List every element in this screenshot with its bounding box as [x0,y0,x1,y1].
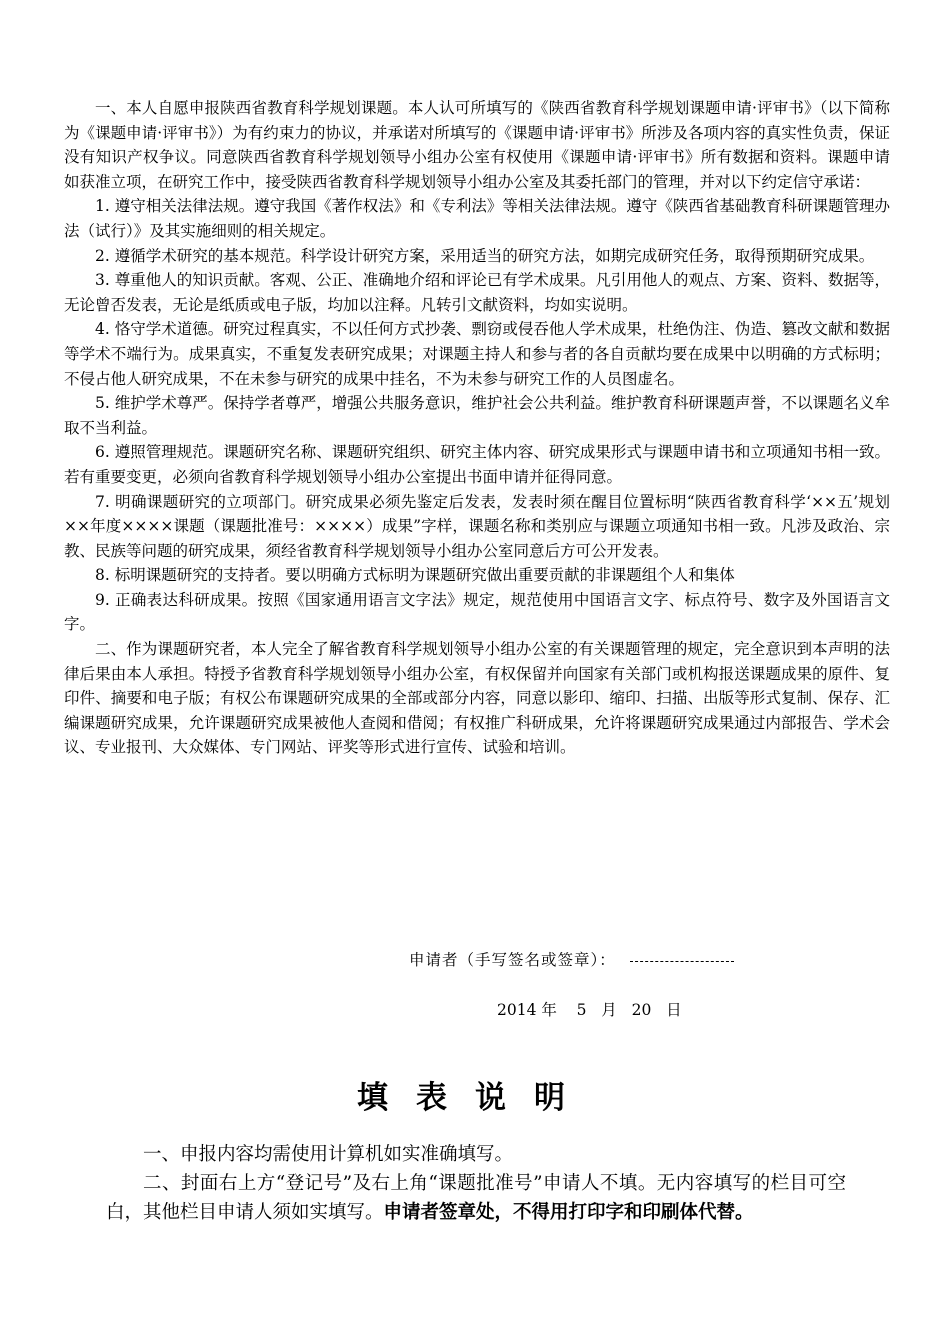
commitment-item-5: 5. 维护学术尊严。保持学者尊严，增强公共服务意识，维护社会公共利益。维护教育科研课题声誉，不以课题名义牟取不当利益。 [64,394,890,437]
commitment-item-8: 8. 标明课题研究的支持者。要以明确方式标明为课题研究做出重要贡献的非课题组个人和集体 [95,566,735,585]
instructions-body [106,1140,846,1227]
date-year: 2014 [497,1001,537,1019]
instruction-item-1: 一、申报内容均需使用计算机如实准确填写。 [143,1144,514,1165]
date-month-unit: 月 [601,1001,617,1019]
commitment-item-3: 3. 尊重他人的知识贡献。客观、公正、准确地介绍和评论已有学术成果。凡引用他人的观点、方案、资料、数据等，无论曾否发表，无论是纸质或电子版，均加以注释。凡转引文献资料，均如实说明。 [64,271,890,314]
date-year-unit: 年 [541,1001,557,1019]
commitment-item-9: 9. 正确表达科研成果。按照《国家通用语言文字法》规定，规范使用中国语言文字、标点符号、数字及外国语言文字。 [64,590,890,634]
instruction-item-2-bold: 申请者签章处，不得用打印字和印刷体代替。 [383,1202,754,1223]
signature-label: 申请者（手写签名或签章）： [409,951,616,969]
commitment-item-6: 6. 遵照管理规范。课题研究名称、课题研究组织、研究主体内容、研究成果形式与课题申请书和立项通知书相一致。若有重要变更，必须向省教育科学规划领导小组办公室提出书面申请并征得同意。 [64,443,890,486]
commitment-item-2: 2. 遵循学术研究的基本规范。科学设计研究方案，采用适当的研究方法，如期完成研究任务，取得预期研究成果。 [95,246,875,265]
signature-line [409,948,734,970]
instruction-item-2 [106,1169,846,1227]
commitment-item-4: 4. 恪守学术道德。研究过程真实，不以任何方式抄袭、剽窃或侵吞他人学术成果，杜绝伪注、伪造、篡改文献和数据等学术不端行为。成果真实，不重复发表研究成果；对课题主持人和参与者的各自贡献均要在成果中以明确的方式标明；不侵占他人研究成果，不在未参与研究的成果中挂名，不为未参与研究工作的人员图虚名。 [64,320,890,388]
signature-field[interactable] [630,960,734,962]
date-day: 20 [631,1001,652,1019]
instruction-item-2-text: 二、封面右上方“登记号”及右上角“课题批准号”申请人不填。无内容填写的栏目可空白，其他栏目申请人须如实填写。 [106,1173,846,1223]
commitment-item-7: 7. 明确课题研究的立项部门。研究成果必须先鉴定后发表，发表时须在醒目位置标明“陕西省教育科学‘××五’规划××年度××××课题（课题批准号：××××）成果”字样，课题名称和类别应与课题立项通知书相一致。凡涉及政治、宗教、民族等问题的研究成果，须经省教育科学规划领导小组办公室同意后方可公开发表。 [64,492,890,560]
instructions-title: 填表说明 [357,1080,593,1116]
date-day-unit: 日 [666,1001,682,1019]
commitment-item-1: 1. 遵守相关法律法规。遵守我国《著作权法》和《专利法》等相关法律法规。遵守《陕西省基础教育科研课题管理办法（试行）》及其实施细则的相关规定。 [64,197,890,240]
declaration-paragraph-2: 二、作为课题研究者，本人完全了解省教育科学规划领导小组办公室的有关课题管理的规定，完全意识到本声明的法律后果由本人承担。特授予省教育科学规划领导小组办公室，有权保留并向国家有关部门或机构报送课题成果的原件、复印件、摘要和电子版；有权公布课题研究成果的全部或部分内容，同意以影印、缩印、扫描、出版等形式复制、保存、汇编课题研究成果，允许课题研究成果被他人查阅和借阅；有权推广科研成果，允许将课题研究成果通过内部报告、学术会议、专业报刊、大众媒体、专门网站、评奖等形式进行宣传、试验和培训。 [64,640,890,757]
date-month: 5 [576,1001,587,1019]
signature-date [497,998,682,1020]
declaration-body [64,96,890,760]
declaration-paragraph-1: 一、本人自愿申报陕西省教育科学规划课题。本人认可所填写的《陕西省教育科学规划课题申请·评审书》（以下简称为《课题申请·评审书》）为有约束力的协议，并承诺对所填写的《课题申请·评审书》所涉及各项内容的真实性负责，保证没有知识产权争议。同意陕西省教育科学规划领导小组办公室有权使用《课题申请·评审书》所有数据和资料。课题申请如获准立项，在研究工作中，接受陕西省教育科学规划领导小组办公室及其委托部门的管理，并对以下约定信守承诺： [64,99,890,191]
